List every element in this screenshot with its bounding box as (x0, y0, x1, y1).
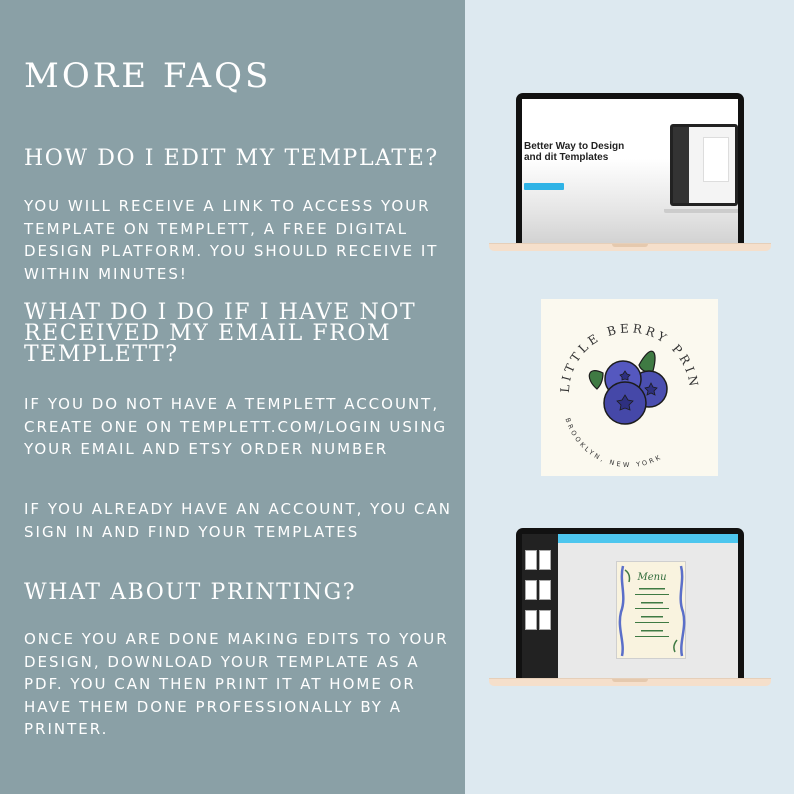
page-title: MORE FAQS (24, 56, 272, 96)
menu-card (616, 561, 686, 659)
laptop-icon (516, 528, 744, 678)
laptop-mockup-2 (489, 528, 771, 688)
faq-answer-1: YOU WILL RECEIVE A LINK TO ACCESS YOUR TEMPLATE ON TEMPLETT, A FREE DIGITAL DESIGN PLATFORM. YOU SHOULD RECEIVE IT WITHIN MINUTES! (24, 197, 439, 283)
editor-canvas (558, 543, 738, 678)
faq-question-3: WHAT ABOUT PRINTING? (24, 580, 357, 605)
screen-headline: Better Way to Design and dit Templates (524, 141, 625, 163)
blueberry-icon (541, 299, 718, 476)
faq-answer-3: ONCE YOU ARE DONE MAKING EDITS TO YOUR DESIGN, DOWNLOAD YOUR TEMPLATE AS A PDF. YOU CAN THEN PRINT IT AT HOME OR HAVE THEM DONE PROFESSIONALLY BY A PRINTER. (24, 630, 449, 738)
image-panel (465, 0, 794, 794)
brand-logo (541, 299, 718, 476)
menu-card-title: Menu (637, 572, 667, 583)
faq-question-2: WHAT DO I DO IF I HAVE NOT RECEIVED MY EMAIL FROM TEMPLETT? (24, 300, 417, 367)
mini-laptop-image (670, 124, 738, 206)
editor-sidebar (522, 534, 558, 678)
faq-answer-2: IF YOU DO NOT HAVE A TEMPLETT ACCOUNT, CREATE ONE ON TEMPLETT.COM/LOGIN USING YOUR EMAIL AND ETSY ORDER NUMBER (24, 395, 448, 458)
faq-answer-2b: IF YOU ALREADY HAVE AN ACCOUNT, YOU CAN SIGN IN AND FIND YOUR TEMPLATES (24, 500, 452, 541)
laptop-screen-1 (522, 99, 738, 243)
logo-text-top: LITTLE BERRY PRIN (557, 321, 702, 394)
laptop-base (489, 678, 771, 686)
laptop-icon (516, 93, 744, 243)
logo-text-bottom: BROOKLYN, NEW YORK (563, 416, 664, 470)
laptop-screen-2 (522, 534, 738, 678)
laptop-base (489, 243, 771, 251)
laptop-mockup-1 (489, 93, 771, 253)
faq-question-1: HOW DO I EDIT MY TEMPLATE? (24, 146, 439, 171)
screen-cta-button (524, 183, 564, 190)
svg-text:BROOKLYN, NEW YORK (563, 417, 663, 469)
